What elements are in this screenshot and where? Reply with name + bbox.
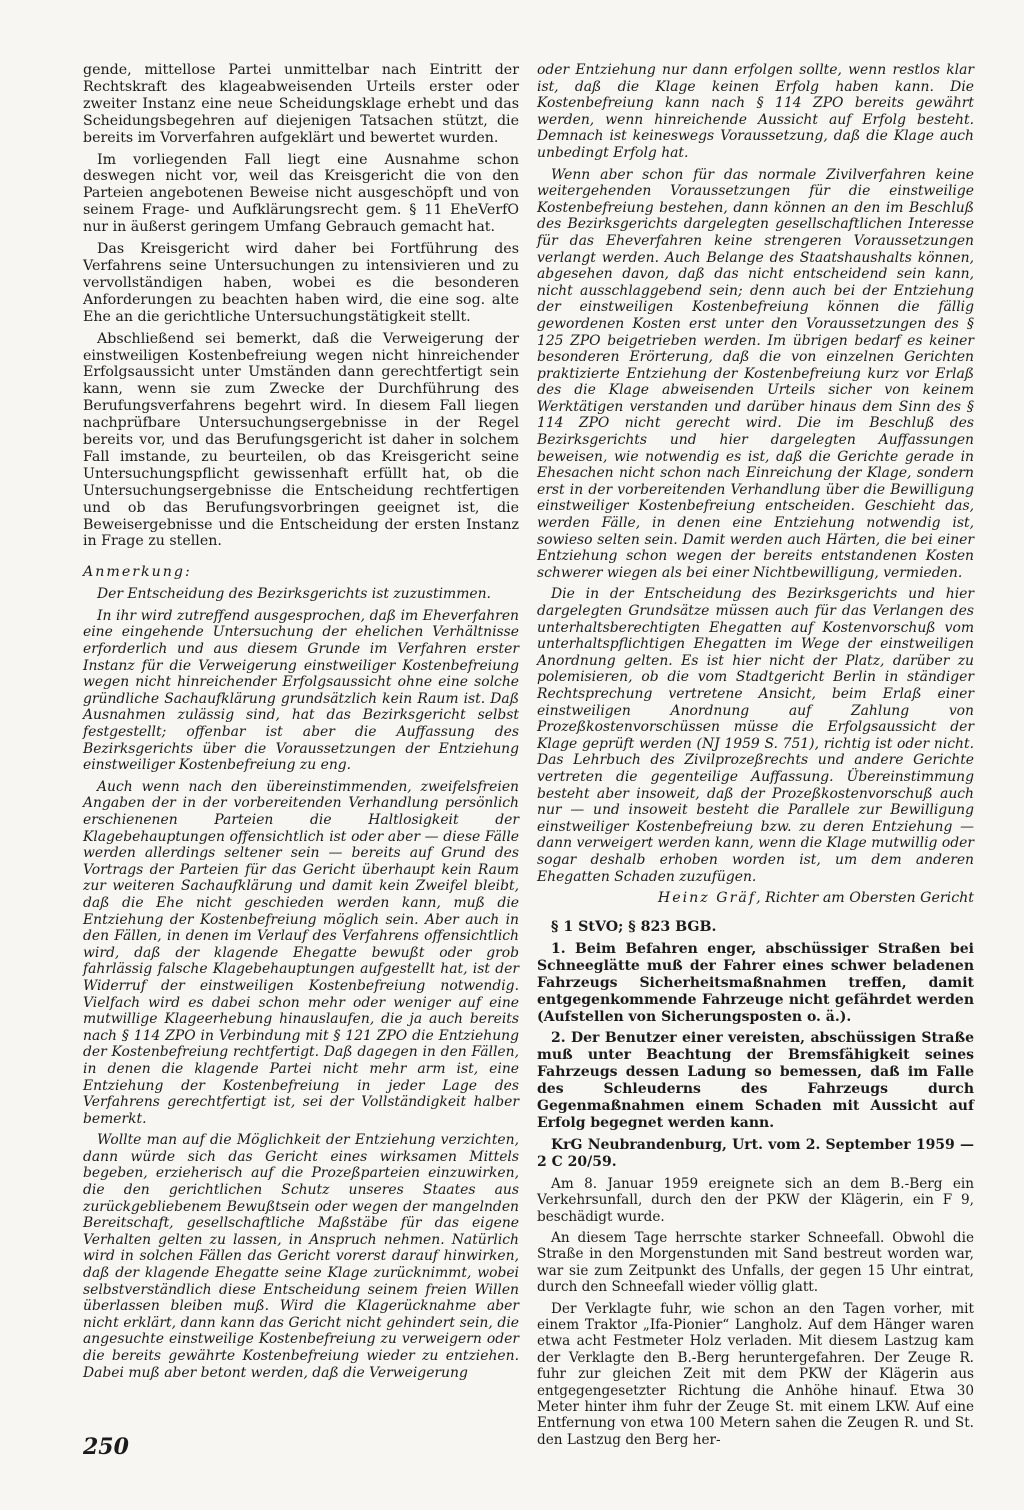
annotation-paragraph: In ihr wird zutreffend ausgesprochen, daß im Eheverfahren eine eingehende Untersuchung der ehelichen Verhältnisse erforderlich und aus diesem Grunde im Verfahren erster Instanz für die Verweigerung einstweiliger Kostenbefreiung wegen nicht hinreichender Erfolgsaussicht ohne eine solche gründliche Sachaufklärung grundsätzlich kein Raum ist. Daß Ausnahmen zulässig sind, hat das Bezirksgericht selbst festgestellt; offenbar ist aber die Auffassung des Bezirksgerichts über die Voraussetzungen der Entziehung einstweiliger Kostenbefreiung zu eng. bbox=[83, 607, 519, 774]
paragraph: Das Kreisgericht wird daher bei Fortführung des Verfahrens seine Untersuchungen zu intensivieren und zu vervollständigen haben, wobei es die besonderen Anforderungen zu beachten haben wird, die eine sog. alte Ehe an die gerichtliche Untersuchungstätigkeit stellt. bbox=[83, 241, 519, 325]
facts-paragraph: Der Verklagte fuhr, wie schon an den Tagen vorher, mit einem Traktor „Ifa-Pionier“ Langholz. Auf dem Hänger waren etwa acht Festmeter Holz verladen. Mit diesem Lastzug kam der Verklagte den B.-Berg heruntergefahren. Der Zeuge R. fuhr zur gleichen Zeit mit dem PKW der Klägerin aus entgegengesetzter Richtung die Anhöhe hinauf. Etwa 30 Meter hinter ihm fuhr der Zeuge St. mit einem LKW. Auf eine Entfernung von etwa 100 Metern sahen die Zeugen R. und St. den Lastzug den Berg her- bbox=[537, 1300, 974, 1448]
page-number: 250 bbox=[83, 1434, 129, 1460]
facts-paragraph: An diesem Tage herrschte starker Schneefall. Obwohl die Straße in den Morgenstunden mit Sand bestreut worden war, war sie zum Zeitpunkt des Unfalls, der gegen 15 Uhr eintrat, durch den Schneefall wieder völlig glatt. bbox=[537, 1229, 974, 1296]
case-heading: § 1 StVO; § 823 BGB. bbox=[551, 919, 717, 935]
annotation-paragraph: Der Entscheidung des Bezirksgerichts ist zuzustimmen. bbox=[97, 586, 491, 603]
headnote-2: 2. Der Benutzer einer vereisten, abschüssigen Straße muß unter Beachtung der Bremsfähigkeit seines Fahrzeugs dessen Ladung so bemessen, daß im Falle des Schleuderns des Fahrzeugs durch Gegenmaßnahmen einem Schaden mit Aussicht auf Erfolg begegnet werden kann. bbox=[537, 1030, 974, 1131]
annotation-paragraph: Die in der Entscheidung des Bezirksgerichts und hier dargelegten Grundsätze müssen auch für das Verlangen des unterhaltsberechtigten Ehegatten auf Kostenvorschuß vom unterhaltspflichtigen Ehegatten im Wege der einstweiligen Anordnung gelten. Es ist hier nicht der Platz, darüber zu polemisieren, ob die vom Stadtgericht Berlin in ständiger Rechtsprechung vertretene Ansicht, beim Erlaß einer einstweiligen Anordnung auf Zahlung von Prozeßkostenvorschüssen müsse die Erfolgsaussicht der Klage geprüft werden (NJ 1959 S. 751), richtig ist oder nicht. Das Lehrbuch des Zivilprozeßrechts und andere Gerichte vertreten die gegenteilige Auffassung. Übereinstimmung besteht aber insoweit, daß der Prozeßkostenvorschuß auch nur — und insoweit besteht die Parallele zur Bewilligung einstweiliger Kostenbefreiung bzw. zu deren Entziehung — dann verweigert werden kann, wenn die Klage mutwillig oder sogar deshalb erhoben worden ist, um dem anderen Ehegatten Schaden zuzufügen. bbox=[537, 586, 974, 885]
paragraph: Abschließend sei bemerkt, daß die Verweigerung der einstweiligen Kostenbefreiung wegen nicht hinreichender Erfolgsaussicht unter Umständen dann gerechtfertigt sein kann, wenn sie zum Zwecke der Durchführung des Berufungsverfahrens begehrt wird. In diesem Fall liegen nachprüfbare Untersuchungsergebnisse in der Regel bereits vor, und das Berufungsgericht ist daher in solchem Fall imstande, zu beurteilen, ob das Kreisgericht seine Untersuchungspflicht gewissenhaft erfüllt hat, ob die Untersuchungsergebnisse die Entscheidung rechtfertigen und ob das Berufungsvorbringen geeignet ist, die Beweisergebnisse und die Entscheidung der ersten Instanz in Frage zu stellen. bbox=[83, 330, 519, 550]
author-signature bbox=[537, 890, 974, 907]
annotation-paragraph: Auch wenn nach den übereinstimmenden, zweifelsfreien Angaben der in der vorbereitenden Verhandlung persönlich erschienenen Parteien die Haltlosigkeit der Klagebehauptungen offensichtlich ist oder aber — diese Fälle werden allerdings seltener sein — bereits auf Grund des Vortrags der Parteien für das Gericht überhaupt kein Raum zur weiteren Sachaufklärung und damit kein Zweifel bleibt, daß die Ehe nicht geschieden werden kann, muß die Entziehung der Kostenbefreiung möglich sein. Aber auch in den Fällen, in denen im Verlauf des Verfahrens offensichtlich wird, daß der klagende Ehegatte bewußt oder grob fahrlässig falsche Klagebehauptungen aufgestellt hat, ist der Widerruf der einstweiligen Kostenbefreiung notwendig. Vielfach wird es dabei schon mehr oder weniger auf eine mutwillige Klageerhebung hinauslaufen, die ja auch bereits nach § 114 ZPO in Verbindung mit § 121 ZPO die Entziehung der Kostenbefreiung rechtfertigt. Daß dagegen in den Fällen, in denen die klagende Partei nicht mehr arm ist, eine Entziehung der Kostenbefreiung in jeder Lage des Verfahrens gerechtfertigt ist, sei der Vollständigkeit halber bemerkt. bbox=[83, 778, 519, 1127]
annotation-paragraph: oder Entziehung nur dann erfolgen sollte, wenn restlos klar ist, daß die Klage keinen Erfolg haben kann. Die Kostenbefreiung kann nach § 114 ZPO bereits gewährt werden, wenn hinreichende Aussicht auf Erfolg besteht. Demnach ist keineswegs Voraussetzung, daß die Klage auch unbedingt Erfolg hat. bbox=[537, 62, 974, 161]
headnote-1: 1. Beim Befahren enger, abschüssiger Straßen bei Schneeglätte muß der Fahrer eines schwer beladenen Fahrzeugs Sicherheitsmaßnahmen treffen, damit entgegenkommende Fahrzeuge nicht gefährdet werden (Aufstellen von Sicherungsposten o. ä.). bbox=[537, 940, 974, 1025]
paragraph: gende, mittellose Partei unmittelbar nach Eintritt der Rechtskraft des klageabweisenden Urteils erster oder zweiter Instanz eine neue Scheidungsklage erhebt und das Scheidungsbegehren auf diejenigen Tatsachen stützt, die bereits im Vorverfahren aufgeklärt und bewertet wurden. bbox=[83, 62, 519, 146]
author-name: Heinz Gräf bbox=[657, 890, 757, 907]
annotation-heading: Anmerkung: bbox=[83, 564, 192, 581]
left-column bbox=[83, 62, 519, 1386]
annotation-paragraph: Wollte man auf die Möglichkeit der Entziehung verzichten, dann würde sich das Gericht eines wirksamen Mittels begeben, erzieherisch auf die Prozeßparteien einzuwirken, die den gerichtlichen Schutz unseres Staates aus zurückgebliebenem Bewußtsein oder wegen der mangelnden Bereitschaft, gesellschaftliche Maßstäbe für das eigene Verhalten gelten zu lassen, in Anspruch nehmen. Natürlich wird in solchen Fällen das Gericht vorerst darauf hinwirken, daß der klagende Ehegatte seine Klage zurücknimmt, wobei selbstverständlich diese Entscheidung seinem freien Willen überlassen bleiben muß. Wird die Klagerücknahme aber nicht erklärt, dann kann das Gericht nicht gehindert sein, die angesuchte einstweilige Kostenbefreiung zu verweigern oder die bereits gewährte Kostenbefreiung wieder zu entziehen. Dabei muß aber betont werden, daß die Verweigerung bbox=[83, 1132, 519, 1381]
right-column bbox=[537, 62, 974, 1453]
author-title: , Richter am Obersten Gericht bbox=[756, 890, 974, 907]
paragraph: Im vorliegenden Fall liegt eine Ausnahme schon deswegen nicht vor, weil das Kreisgericht die von den Parteien angebotenen Beweise nicht ausgeschöpft und von seinem Frage- und Aufklärungsrecht gem. § 11 EheVerfO nur in äußerst geringem Umfang Gebrauch gemacht hat. bbox=[83, 151, 519, 236]
court-reference: KrG Neubrandenburg, Urt. vom 2. September 1959 — 2 C 20/59. bbox=[537, 1136, 974, 1170]
facts-paragraph: Am 8. Januar 1959 ereignete sich an dem B.-Berg ein Verkehrsunfall, durch den der PKW der Klägerin, ein F 9, beschädigt wurde. bbox=[537, 1175, 974, 1225]
annotation-paragraph: Wenn aber schon für das normale Zivilverfahren keine weitergehenden Voraussetzungen für die einstweilige Kostenbefreiung bestehen, dann können an den im Beschluß des Bezirksgerichts dargelegten gesellschaftlichen Interesse für das Eheverfahren keine strengeren Voraussetzungen verlangt werden. Auch Belange des Staatshaushalts können, abgesehen davon, daß das nicht entscheidend sein kann, nicht ausschlaggebend sein; denn auch bei der Entziehung der einstweiligen Kostenbefreiung können die fällig gewordenen Kosten erst unter den Voraussetzungen des § 125 ZPO beigetrieben werden. Im übrigen bedarf es keiner besonderen Erörterung, daß die von einzelnen Gerichten praktizierte Entziehung der Kostenbefreiung kurz vor Erlaß des die Klage abweisenden Urteils sicher von keinem Werktätigen verstanden und darüber hinaus dem Sinn des § 114 ZPO nicht gerecht wird. Die im Beschluß des Bezirksgerichts und hier dargelegten Auffassungen beweisen, wie notwendig es ist, daß die Gerichte gerade in Ehesachen nicht schon nach Einreichung der Klage, sondern erst in der vorbereitenden Verhandlung über die Bewilligung einstweiliger Kostenbefreiung entscheiden. Geschieht das, werden Fälle, in denen eine Entziehung notwendig ist, sowieso selten sein. Damit werden auch Härten, die bei einer Entziehung schon wegen der bereits entstandenen Kosten schwerer wiegen als bei einer Nichtbewilligung, vermieden. bbox=[537, 166, 974, 581]
